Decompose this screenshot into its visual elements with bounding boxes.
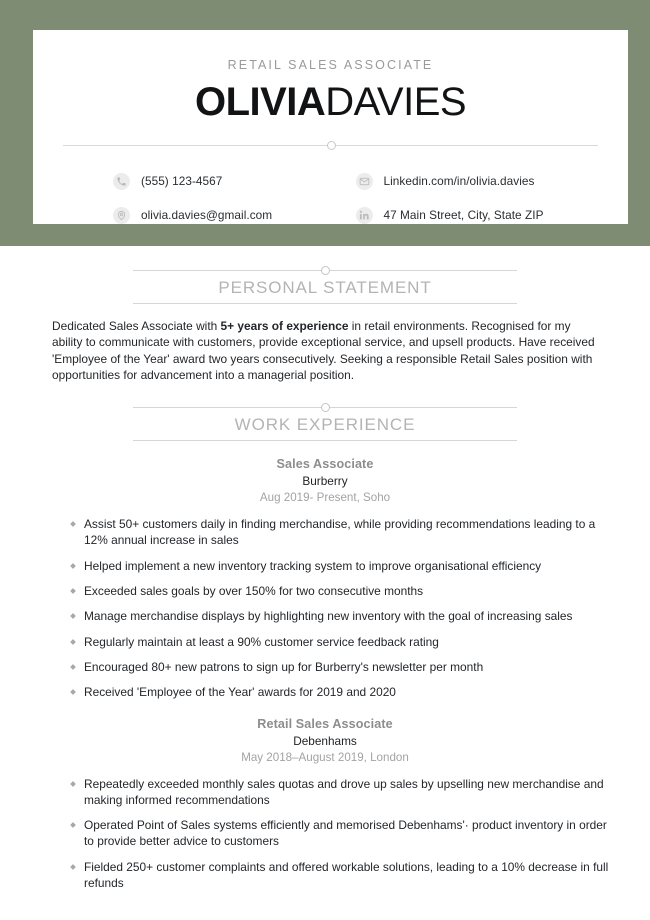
section-header-work-experience bbox=[133, 383, 517, 441]
list-item: Repeatedly exceeded monthly sales quotas and drove up sales by upselling new merchandise and making informed recommendations bbox=[52, 776, 614, 809]
job-company: Burberry bbox=[302, 474, 348, 489]
section-title-personal-statement: PERSONAL STATEMENT bbox=[218, 278, 432, 297]
job-bullet-list bbox=[52, 776, 614, 892]
job-role: Sales Associate bbox=[276, 457, 374, 472]
list-item: Received 'Employee of the Year' awards for 2019 and 2020 bbox=[52, 684, 614, 700]
job-bullet-list bbox=[52, 516, 614, 700]
linkedin-icon bbox=[356, 207, 373, 224]
section-rule-bottom bbox=[133, 440, 517, 441]
first-name: OLIVIA bbox=[194, 80, 326, 124]
job-entry bbox=[0, 717, 650, 892]
contact-item-email[interactable] bbox=[113, 202, 348, 228]
job-company: Debenhams bbox=[293, 733, 357, 748]
section-rule-top bbox=[133, 403, 517, 412]
header-card bbox=[33, 30, 628, 224]
list-item: Encouraged 80+ new patrons to sign up for Burberry's newsletter per month bbox=[52, 659, 614, 675]
section-header-personal-statement bbox=[133, 246, 517, 304]
divider-circle-icon bbox=[321, 266, 330, 275]
statement-part-1: Dedicated Sales Associate with bbox=[52, 319, 221, 333]
section-title-work-experience: WORK EXPERIENCE bbox=[234, 415, 416, 435]
resume-body bbox=[0, 246, 650, 900]
list-item: Regularly maintain at least a 90% customer service feedback rating bbox=[52, 634, 614, 650]
contact-column-right bbox=[348, 168, 591, 236]
last-name: DAVIES bbox=[325, 80, 467, 124]
page-title bbox=[57, 78, 604, 126]
list-item: Exceeded sales goals by over 150% for two consecutive months bbox=[52, 583, 614, 599]
section-rule-bottom bbox=[133, 303, 517, 304]
envelope-icon bbox=[356, 173, 373, 190]
contact-item-linkedin-url[interactable] bbox=[356, 168, 591, 194]
header-divider bbox=[63, 140, 598, 150]
linkedin-url: Linkedin.com/in/olivia.davies bbox=[383, 174, 535, 188]
job-header bbox=[0, 457, 650, 504]
list-item: Manage merchandise displays by highlighting new inventory with the goal of increasing sales bbox=[52, 608, 614, 624]
list-item: Operated Point of Sales systems efficiently and memorised Debenhams'· product inventory in order to provide better advice to customers bbox=[52, 817, 614, 850]
phone-number: (555) 123-4567 bbox=[141, 174, 223, 188]
street-address: 47 Main Street, City, State ZIP bbox=[383, 208, 544, 222]
list-item: Fielded 250+ customer complaints and offered workable solutions, leading to a 10% decrease in full refunds bbox=[52, 859, 614, 892]
contact-grid bbox=[57, 168, 604, 236]
phone-icon bbox=[113, 173, 130, 190]
contact-column-left bbox=[113, 168, 348, 236]
statement-part-2: in retail environments. Recognised for my ability to communicate with customers, provide exceptional service, and upsell products. Have received 'Employee of the Year' award two years consecutively. Seeking a responsible Retail Sales position with opportunities for advancement into a managerial position. bbox=[52, 319, 595, 382]
header-job-title: RETAIL SALES ASSOCIATE bbox=[227, 58, 434, 72]
divider-circle-icon bbox=[327, 141, 336, 150]
statement-highlight: 5+ years of experience bbox=[220, 319, 349, 333]
job-role: Retail Sales Associate bbox=[257, 716, 393, 731]
email-address: olivia.davies@gmail.com bbox=[141, 208, 273, 222]
job-header bbox=[0, 717, 650, 764]
section-rule-top bbox=[133, 266, 517, 275]
job-dates: May 2018–August 2019, London bbox=[241, 750, 409, 764]
list-item: Assist 50+ customers daily in finding merchandise, while providing recommendations leading to a 12% annual increase in sales bbox=[52, 516, 614, 549]
job-dates: Aug 2019- Present, Soho bbox=[259, 491, 391, 505]
personal-statement-text bbox=[52, 318, 598, 383]
contact-item-address[interactable] bbox=[356, 202, 591, 228]
location-pin-icon bbox=[113, 207, 130, 224]
list-item: Helped implement a new inventory tracking system to improve organisational efficiency bbox=[52, 558, 614, 574]
contact-item-phone[interactable] bbox=[113, 168, 348, 194]
divider-circle-icon bbox=[321, 403, 330, 412]
job-entry bbox=[0, 457, 650, 700]
